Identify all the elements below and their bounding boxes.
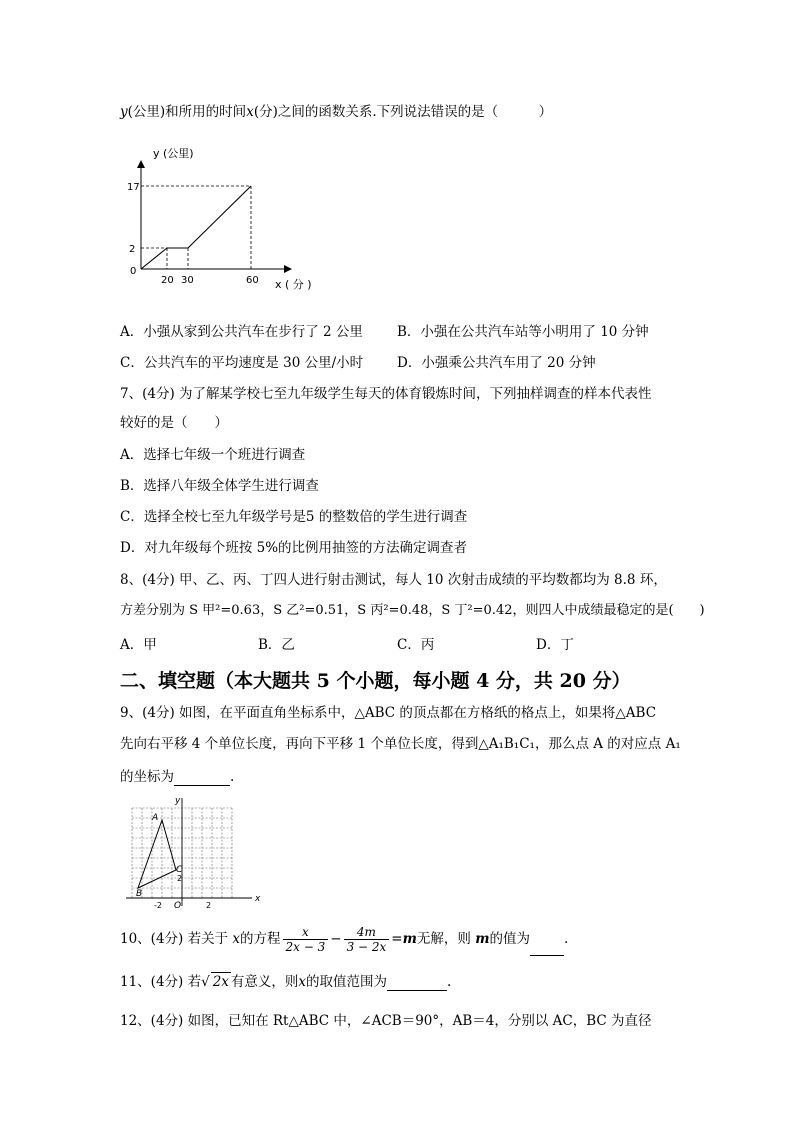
q10-mid: 的方程 [240, 931, 281, 947]
q11-var-x: x [298, 974, 307, 990]
q11-start: 11、(4分) 若 [120, 974, 202, 990]
q6-xtick-30: 30 [181, 275, 194, 286]
q6-intro-a: (公里)和所用的时间 [127, 104, 247, 120]
q7-line1: 7、(4分) 为了解某学校七至九年级学生每天的体育锻炼时间，下列抽样调查的样本代表性 [120, 386, 652, 402]
q10-frac1-num: x [283, 925, 329, 940]
q6-option-a: A．小强从家到公共汽车在步行了 2 公里 [120, 324, 363, 340]
q6-var-y: y [120, 104, 128, 120]
q10-fraction-1 [283, 925, 329, 954]
q6-y-label: y (公里) [153, 147, 194, 160]
q12-line1: 12、(4分) 如图，已知在 Rt△ABC 中，∠ACB＝90°，AB＝4，分别以 AC，BC 为直径 [120, 1013, 652, 1029]
q7-option-c: C．选择全校七至九年级学号是5 的整数倍的学生进行调查 [120, 509, 468, 525]
q10-end: 无解，则 [416, 931, 471, 947]
q7-option-a: A．选择七年级一个班进行调查 [120, 447, 306, 463]
q7-option-b: B．选择八年级全体学生进行调查 [120, 478, 319, 494]
q6-ytick-17: 17 [127, 182, 140, 193]
q9-label-c: C [176, 865, 183, 875]
q9-answer-blank [174, 769, 230, 786]
q10-answer-blank [530, 933, 564, 956]
q11-mid: 有意义，则 [230, 974, 299, 990]
q10-frac2-den: 3 − 2x [346, 940, 387, 954]
q6-xtick-20: 20 [161, 275, 174, 286]
q9-xtick-2: 2 [206, 901, 212, 910]
q10-line [120, 922, 568, 956]
q11-line: 11、(4分) 若√ 2x 有意义，则x的取值范围为 . [120, 974, 452, 990]
q8-option-c: C．丙 [397, 637, 435, 653]
q9-label-origin: O [174, 901, 182, 911]
q8-option-a: A．甲 [120, 637, 157, 653]
q10-fraction-2 [344, 925, 390, 954]
q6-ytick-0: 0 [130, 266, 137, 277]
q10-frac2-num: 4m [344, 925, 390, 940]
q6-intro [120, 103, 552, 121]
section2-title: 二、填空题（本大题共 5 个小题，每小题 4 分，共 20 分） [120, 670, 631, 692]
q10-var-m: m [402, 931, 417, 947]
q9-line1: 9、(4分) 如图，在平面直角坐标系中，△ABC 的顶点都在方格纸的格点上，如果将△ABC [120, 705, 657, 721]
q9-label-b: B [136, 889, 143, 899]
q6-option-c: C．公共汽车的平均速度是 30 公里/小时 [120, 355, 364, 371]
q10-eq: = [391, 931, 403, 947]
q9-line3-period: . [230, 769, 235, 785]
q10-period: . [564, 931, 569, 947]
q6-graph-line [141, 186, 251, 269]
q6-ytick-2: 2 [129, 244, 136, 255]
q9-line3 [120, 768, 234, 786]
q10-start: 10、(4分) 若关于 [120, 931, 229, 947]
q9-label-a: A [152, 813, 159, 823]
q10-frac1-den: 2x − 3 [285, 940, 326, 954]
q6-x-label: x ( 分 ) [275, 278, 312, 291]
q11-period: . [447, 974, 452, 990]
q8-line2: 方差分别为 S 甲²=0.63，S 乙²=0.51，S 丙²=0.48，S 丁²=0.42，则四人中成绩最稳定的是( ) [120, 603, 705, 618]
q6-option-d: D．小强乘公共汽车用了 20 分钟 [397, 355, 596, 371]
q7-line2: 较好的是（ ） [120, 415, 228, 431]
q11-answer-blank [387, 974, 447, 991]
q9-xtick-neg2: -2 [154, 901, 162, 910]
q7-option-d: D．对九年级每个班按 5%的比例用抽签的方法确定调查者 [120, 540, 468, 556]
q8-line1: 8、(4分) 甲、乙、丙、丁四人进行射击测试，每人 10 次射击成绩的平均数都均为 8.8 环， [120, 572, 667, 588]
q9-coordinate-grid [124, 794, 274, 914]
q6-distance-time-graph [115, 140, 335, 300]
q9-line3-text: 的坐标为 [120, 769, 174, 785]
q9-y-axis-label: y [175, 796, 181, 806]
q11-radicand: 2x [212, 974, 229, 990]
q10-minus: − [330, 931, 342, 947]
q9-ytick-2: 2 [177, 874, 183, 883]
q10-tail: 的值为 [489, 931, 530, 947]
q6-intro-b: (分)之间的函数关系.下列说法错误的是（ ） [253, 104, 553, 120]
q9-line2: 先向右平移 4 个单位长度，再向下平移 1 个单位长度，得到△A₁B₁C₁，那么点 A 的对应点 A₁ [120, 736, 681, 752]
q6-option-b: B．小强在公共汽车站等小明用了 10 分钟 [397, 324, 649, 340]
q8-option-d: D．丁 [536, 637, 574, 653]
q6-xtick-60: 60 [246, 275, 259, 286]
q6-var-x: x [246, 104, 254, 120]
q10-var-m2: m [475, 931, 490, 947]
q8-option-b: B．乙 [258, 637, 295, 653]
q9-x-axis-label: x [255, 894, 261, 904]
q11-end: 的取值范围为 [306, 974, 388, 990]
q10-var-x: x [232, 931, 241, 947]
